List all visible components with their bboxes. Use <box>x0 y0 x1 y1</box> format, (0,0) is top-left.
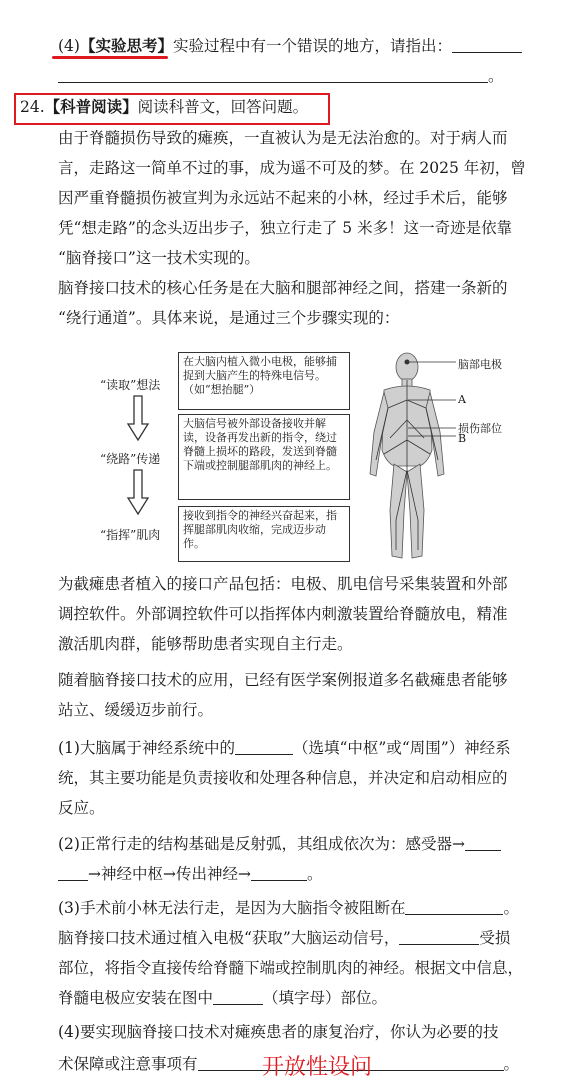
step-label-bypass: “绕路”传递 <box>100 452 161 466</box>
q24-sub2-text: (2)正常行走的结构基础是反射弧，其组成依次为：感受器→ <box>58 835 465 853</box>
q24-sub3-text: 脑脊接口技术通过植入电极“获取”大脑运动信号， <box>58 929 400 947</box>
q24-sub1-line1 <box>58 738 511 758</box>
para-line: 站立、缓缓迈步前行。 <box>58 701 214 719</box>
answer-blank[interactable] <box>251 865 307 881</box>
step-label-command: “指挥”肌肉 <box>100 528 161 542</box>
q24-sub3-text: （填字母）部位。 <box>263 989 388 1007</box>
q24-num: 24. <box>20 98 45 116</box>
para-line: 言，走路这一简单不过的事，成为遥不可及的梦。在 2025 年初，曾 <box>58 159 526 177</box>
q24-sub2-line2 <box>58 864 322 884</box>
para-line: 随着脑脊接口技术的应用，已经有医学案例报道多名截瘫患者能够 <box>58 671 508 689</box>
q23-sub4-line2 <box>58 66 504 86</box>
red-underline <box>52 56 168 59</box>
answer-blank[interactable] <box>213 989 263 1005</box>
q23-sub4-tag: 【实验思考】 <box>79 36 173 55</box>
answer-blank[interactable] <box>405 899 503 915</box>
period: 。 <box>503 899 519 917</box>
q24-sub4-line1: (4)要实现脑脊接口技术对瘫痪患者的康复治疗，你认为必要的技 <box>58 1023 499 1041</box>
period: 。 <box>306 865 323 883</box>
q23-sub4-text: 实验过程中有一个错误的地方，请指出： <box>172 37 452 55</box>
q23-sub4-line <box>58 36 522 56</box>
q24-sub3-text: 受损 <box>479 929 511 947</box>
down-arrow-icon <box>126 394 150 442</box>
q24-sub1-text: (1)大脑属于神经系统中的 <box>58 739 235 757</box>
q24-sub1-line3: 反应。 <box>58 799 105 817</box>
answer-blank[interactable] <box>58 865 88 881</box>
para-line: 调控软件。外部调控软件可以指挥体内刺激装置给脊髓放电，精准 <box>58 605 508 623</box>
period: 。 <box>503 1055 520 1073</box>
answer-blank[interactable] <box>399 929 479 945</box>
down-arrow-icon <box>126 468 150 516</box>
period: 。 <box>488 67 504 85</box>
label-b: B <box>458 432 467 445</box>
q24-sub3-line2 <box>58 928 510 948</box>
para-line: “绕行通道”。具体来说，是通过三个步骤实现的： <box>58 309 400 327</box>
answer-blank[interactable] <box>465 835 501 851</box>
step-label-read: “读取”想法 <box>100 378 161 392</box>
q24-sub4-text: 术保障或注意事项有 <box>58 1055 198 1073</box>
open-question-annotation: 开放性设问 <box>262 1055 373 1080</box>
q24-tag: 【科普阅读】 <box>44 97 138 116</box>
label-brain-electrode: 脑部电极 <box>458 358 502 371</box>
label-injury: 损伤部位 <box>458 422 502 435</box>
q24-sub3-line4 <box>58 988 387 1008</box>
q24-sub1-line2: 统，其主要功能是负责接收和处理各种信息，并决定和启动相应的 <box>58 769 508 787</box>
para-line: 激活肌肉群，能够帮助患者实现自主行走。 <box>58 635 353 653</box>
step-box-command: 接收到指令的神经兴奋起来，指挥腿部肌肉收缩，完成迈步动作。 <box>178 506 350 562</box>
step-box-bypass: 大脑信号被外部设备接收并解读，设备再发出新的指令，绕过脊髓上损坏的路段，发送到脊髓下端或控制腿部肌肉的神经上。 <box>178 414 350 500</box>
figure-leader-lines <box>400 356 460 446</box>
q24-sub3-line3: 部位，将指令直接传给脊髓下端或控制肌肉的神经。根据文中信息， <box>58 959 524 977</box>
para-line: 为截瘫患者植入的接口产品包括：电极、肌电信号采集装置和外部 <box>58 575 508 593</box>
para-line: 由于脊髓损伤导致的瘫痪，一直被认为是无法治愈的。对于病人而 <box>58 129 508 147</box>
label-a: A <box>458 393 466 406</box>
q24-sub3-line1 <box>58 898 519 918</box>
para-line: 脑脊接口技术的核心任务是在大脑和腿部神经之间，搭建一条新的 <box>58 279 508 297</box>
answer-blank[interactable] <box>452 37 522 53</box>
q24-sub2-text: →神经中枢→传出神经→ <box>88 865 251 883</box>
q24-sub1-text: （选填“中枢”或“周围”）神经系 <box>292 739 511 757</box>
para-line: “脑脊接口”这一技术实现的。 <box>58 249 260 267</box>
q24-title: 阅读科普文，回答问题。 <box>137 98 309 116</box>
para-line: 凭“想走路”的念头迈出步子，独立行走了 5 米多！这一奇迹是依靠 <box>58 219 513 237</box>
answer-blank[interactable] <box>235 739 293 755</box>
answer-blank[interactable] <box>58 67 488 83</box>
para-line: 因严重脊髓损伤被宣判为永远站不起来的小林，经过手术后，能够 <box>58 189 508 207</box>
q24-sub2-line1 <box>58 834 501 854</box>
step-box-read: 在大脑内植入微小电极，能够捕捉到大脑产生的特殊电信号。（如“想抬腿”） <box>178 352 350 410</box>
q24-sub3-text: (3)手术前小林无法行走，是因为大脑指令被阻断在 <box>58 899 406 917</box>
q24-header <box>20 97 308 117</box>
q24-sub3-text: 脊髓电极应安装在图中 <box>58 989 214 1007</box>
q23-sub4-num: (4) <box>58 37 80 55</box>
